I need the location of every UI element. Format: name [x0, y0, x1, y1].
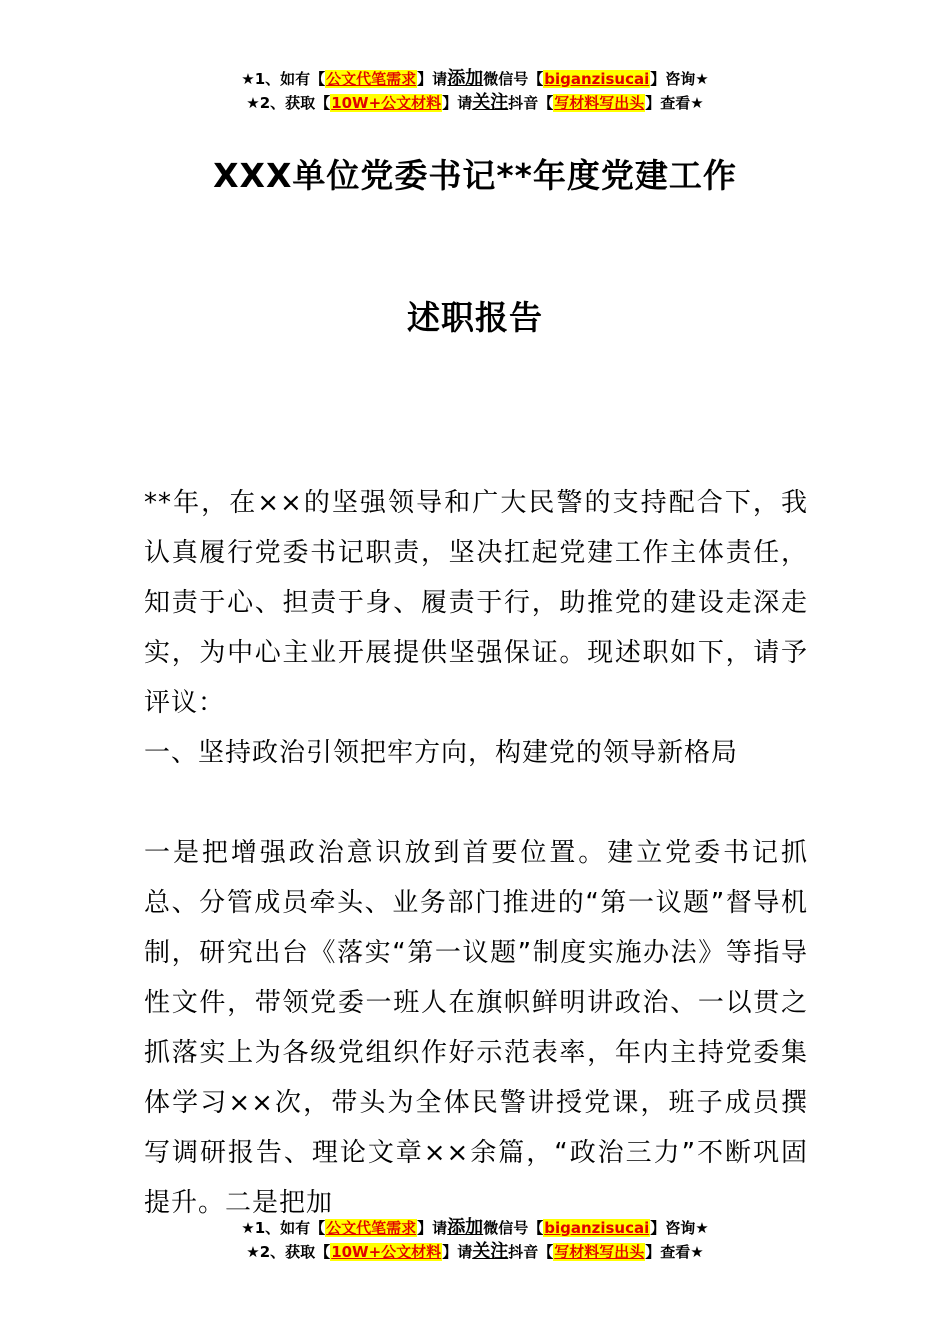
promo-line-1	[0, 1216, 950, 1240]
promo-emphasis: 关注	[472, 92, 509, 113]
body-paragraph: 一是把增强政治意识放到首要位置。建立党委书记抓总、分管成员牵头、业务部门推进的“第一议题”督导机制，研究出台《落实“第一议题”制度实施办法》等指导性文件，带领党委一班人在旗帜鲜明讲政治、一以贯之抓落实上为各级党组织作好示范表率，年内主持党委集体学习××次，带头为全体民警讲授党课，班子成员撰写调研报告、理论文章××余篇，“政治三力”不断巩固提升。二是把加	[144, 838, 808, 1218]
promo-text: 】咨询★	[650, 1219, 709, 1237]
promo-text: ★2、获取【	[246, 94, 331, 112]
promo-line-2	[0, 91, 950, 115]
promo-wechat-id: biganzisucai	[544, 70, 650, 88]
promo-text: 抖音【	[508, 94, 554, 112]
promo-banner-bottom	[0, 1216, 950, 1264]
promo-highlight: 公文代笔需求	[326, 1219, 417, 1237]
promo-emphasis: 关注	[472, 1241, 509, 1262]
document-subtitle: 述职报告	[407, 298, 543, 337]
document-title: XXX单位党委书记**年度党建工作	[213, 156, 737, 195]
promo-text: 微信号【	[483, 70, 544, 88]
promo-text: 】请	[417, 70, 448, 88]
promo-line-1	[0, 67, 950, 91]
promo-text: 】咨询★	[650, 70, 709, 88]
promo-highlight: 公文代笔需求	[326, 70, 417, 88]
promo-highlight: 10W+公文材料	[331, 94, 442, 112]
promo-line-2	[0, 1240, 950, 1264]
promo-text: ★2、获取【	[246, 1243, 331, 1261]
promo-text: 微信号【	[483, 1219, 544, 1237]
promo-douyin-id: 写材料写出头	[554, 1243, 645, 1261]
promo-text: 】请	[417, 1219, 448, 1237]
promo-text: 】查看★	[645, 94, 704, 112]
promo-banner-top	[0, 67, 950, 115]
promo-text: 】查看★	[645, 1243, 704, 1261]
promo-text: ★1、如有【	[241, 70, 326, 88]
promo-text: 抖音【	[508, 1243, 554, 1261]
promo-text: 】请	[442, 94, 473, 112]
promo-wechat-id: biganzisucai	[544, 1219, 650, 1237]
section-heading: 一、坚持政治引领把牢方向，构建党的领导新格局	[144, 738, 739, 768]
promo-text: 】请	[442, 1243, 473, 1261]
intro-paragraph: **年，在××的坚强领导和广大民警的支持配合下，我认真履行党委书记职责，坚决扛起党建工作主体责任，知责于心、担责于身、履责于行，助推党的建设走深走实，为中心主业开展提供坚强保证。现述职如下，请予评议：	[144, 488, 808, 718]
promo-highlight: 10W+公文材料	[331, 1243, 442, 1261]
promo-text: ★1、如有【	[241, 1219, 326, 1237]
promo-douyin-id: 写材料写出头	[554, 94, 645, 112]
promo-emphasis: 添加	[447, 68, 484, 89]
promo-emphasis: 添加	[447, 1217, 484, 1238]
